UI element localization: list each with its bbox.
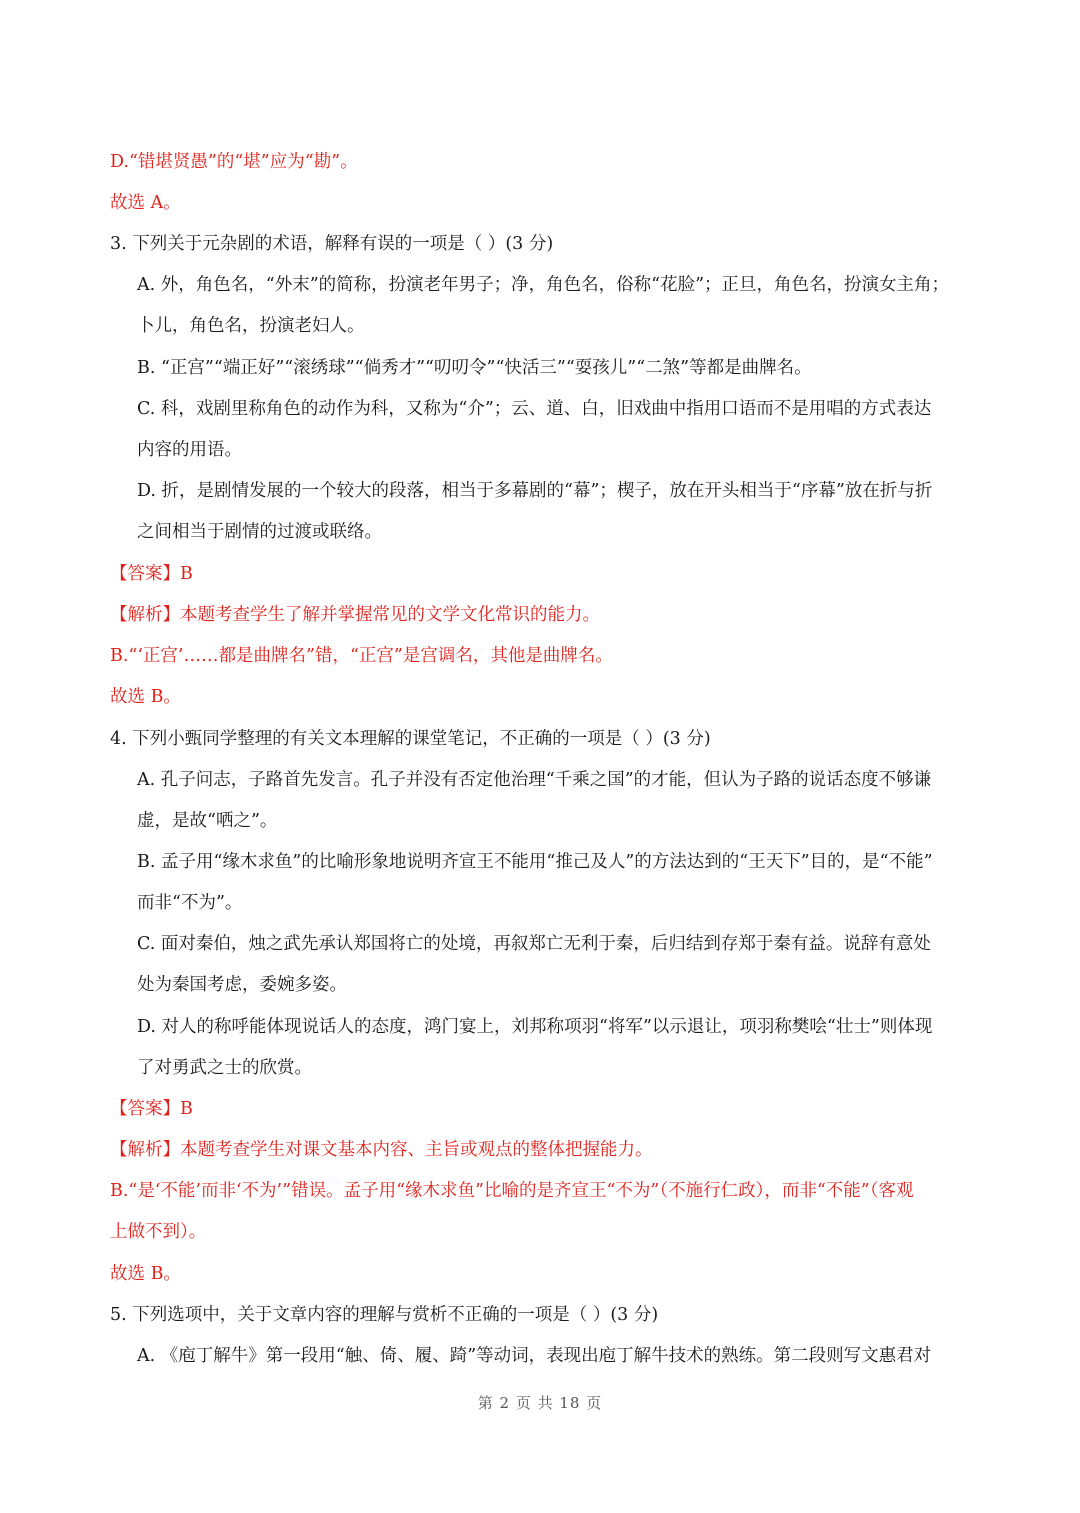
question-4-explanation: B.“是‘不能’而非‘不为’”错误。孟子用“缘木求鱼”比喻的是齐宣王“不为”（不施行仁政），而非“不能”（客观	[110, 1181, 914, 1201]
question-3-explanation: B.“‘正宫’……都是曲牌名”错，“正宫”是宫调名，其他是曲牌名。	[110, 646, 613, 666]
question-4-option-a: A. 孔子问志，子路首先发言。孔子并没有否定他治理“千乘之国”的才能，但认为子路的说话态度不够谦	[137, 770, 932, 790]
question-3-option-b: B. “正宫”“端正好”“滚绣球”“倘秀才”“叨叨令”“快活三”“耍孩儿”“二煞”等都是曲牌名。	[137, 358, 812, 378]
question-4-analysis: 【解析】本题考查学生对课文基本内容、主旨或观点的整体把握能力。	[110, 1140, 653, 1160]
question-3-option-d-cont: 之间相当于剧情的过渡或联络。	[137, 522, 382, 542]
question-4-option-c: C. 面对秦伯，烛之武先承认郑国将亡的处境，再叙郑亡无利于秦，后归结到存郑于秦有益。说辞有意处	[137, 934, 931, 954]
question-4-choice: 故选 B。	[110, 1264, 181, 1284]
question-3-option-a-cont: 卜儿，角色名，扮演老妇人。	[137, 316, 365, 336]
question-3-option-a: A. 外，角色名，“外末”的简称，扮演老年男子；净，角色名，俗称“花脸”；正旦，角色名，扮演女主角；	[137, 275, 950, 295]
question-3-analysis: 【解析】本题考查学生了解并掌握常见的文学文化常识的能力。	[110, 605, 600, 625]
question-4-stem: 4. 下列小甄同学整理的有关文本理解的课堂笔记，不正确的一项是（ ）(3 分)	[110, 729, 711, 749]
question-3-option-d: D. 折，是剧情发展的一个较大的段落，相当于多幕剧的“幕”；楔子，放在开头相当于“序幕”放在折与折	[137, 481, 933, 501]
page-number-footer: 第 2 页 共 18 页	[477, 1394, 603, 1412]
explanation-option-d: D.“错堪贤愚”的“堪”应为“勘”。	[110, 152, 358, 172]
question-3-choice: 故选 B。	[110, 687, 181, 707]
question-5-option-a: A. 《庖丁解牛》第一段用“触、倚、履、踦”等动词，表现出庖丁解牛技术的熟练。第二段则写文惠君对	[137, 1346, 932, 1366]
question-3-stem: 3. 下列关于元杂剧的术语，解释有误的一项是（ ）(3 分)	[110, 234, 554, 254]
question-5-stem: 5. 下列选项中，关于文章内容的理解与赏析不正确的一项是（ ）(3 分)	[110, 1305, 659, 1325]
question-3-answer: 【答案】B	[110, 564, 193, 584]
question-4-answer: 【答案】B	[110, 1099, 193, 1119]
question-4-option-b: B. 孟子用“缘木求鱼”的比喻形象地说明齐宣王不能用“推己及人”的方法达到的“王天下”目的，是“不能”	[137, 852, 933, 872]
answer-choice-q2: 故选 A。	[110, 193, 181, 213]
question-4-option-c-cont: 处为秦国考虑，委婉多姿。	[137, 975, 347, 995]
question-3-option-c: C. 科，戏剧里称角色的动作为科，又称为“介”；云、道、白，旧戏曲中指用口语而不是用唱的方式表达	[137, 399, 932, 419]
question-4-option-d-cont: 了对勇武之士的欣赏。	[137, 1058, 312, 1078]
question-3-option-c-cont: 内容的用语。	[137, 440, 242, 460]
question-4-option-a-cont: 虚，是故“哂之”。	[137, 811, 278, 831]
question-4-option-d: D. 对人的称呼能体现说话人的态度，鸿门宴上，刘邦称项羽“将军”以示退让，项羽称樊哙“壮士”则体现	[137, 1017, 933, 1037]
question-4-explanation-cont: 上做不到）。	[110, 1222, 207, 1242]
question-4-option-b-cont: 而非“不为”。	[137, 893, 243, 913]
